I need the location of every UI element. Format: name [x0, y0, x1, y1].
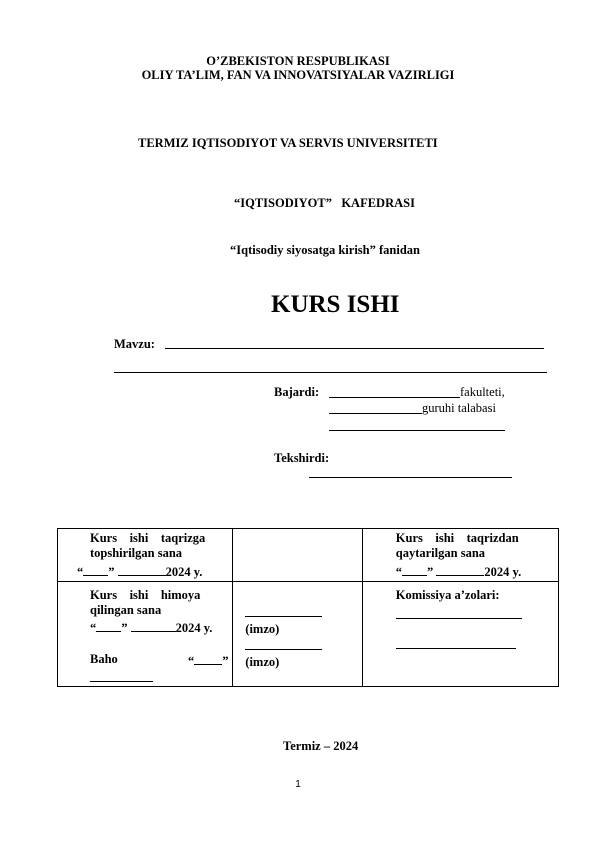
page-number: 1: [295, 779, 301, 790]
checker-label: Tekshirdi:: [274, 451, 330, 465]
returned-month-blank: [436, 563, 484, 576]
submitted-cell: [58, 529, 233, 582]
topic-label: Mavzu:: [114, 337, 155, 351]
defense-day-blank: [96, 619, 121, 632]
checker-line: [309, 477, 512, 478]
commission-cell: [362, 582, 558, 687]
performer-label: Bajardi:: [274, 385, 320, 399]
middle-top-cell: [233, 529, 362, 582]
signature-line-2: [245, 649, 322, 650]
signature-line-1: [245, 616, 322, 617]
defense-line-2: qilingan sana: [90, 603, 162, 617]
returned-date: “ ” 2024 y.: [395, 565, 522, 579]
submitted-day-blank: [83, 563, 108, 576]
student-name-line: [329, 430, 505, 431]
signature-label-2: (imzo): [245, 655, 280, 669]
grade-quotes: “ ”: [188, 654, 229, 668]
department-name: “IQTISODIYOT” KAFEDRASI: [234, 196, 415, 210]
returned-day-blank: [402, 563, 427, 576]
topic-line-2: [114, 372, 547, 373]
university-name: TERMIZ IQTISODIYOT VA SERVIS UNIVERSITETI: [138, 136, 438, 150]
returned-line-1: Kurs ishi taqrizdan: [395, 531, 519, 545]
submitted-month-blank: [118, 563, 166, 576]
group-suffix: guruhi talabasi: [422, 401, 496, 415]
commission-label: Komissiya a’zolari:: [395, 588, 500, 602]
grade-label: Baho: [90, 652, 118, 666]
subject-name: “Iqtisodiy siyosatga kirish” fanidan: [230, 243, 420, 257]
submitted-line-1: Kurs ishi taqrizga: [90, 531, 206, 545]
defense-month-blank: [131, 619, 176, 632]
topic-line-1: [165, 348, 544, 349]
returned-line-2: qaytarilgan sana: [395, 546, 486, 560]
submitted-line-2: topshirilgan sana: [90, 546, 183, 560]
defense-cell: [58, 582, 233, 687]
faculty-line: [329, 397, 460, 398]
commission-line-2: [396, 648, 516, 649]
signature-label-1: (imzo): [245, 622, 280, 636]
evaluation-table: [57, 528, 559, 687]
group-line: [329, 413, 422, 414]
grade-line: [90, 681, 153, 682]
returned-cell: [362, 529, 558, 582]
ministry-line-2: OLIY TA’LIM, FAN VA INNOVATSIYALAR VAZIRLIGI: [141, 68, 455, 82]
faculty-suffix: fakulteti,: [460, 385, 505, 399]
ministry-line-1: O’ZBEKISTON RESPUBLIKASI: [206, 54, 390, 68]
submitted-date: “ ” 2024 y.: [77, 565, 203, 579]
defense-date: “ ” 2024 y.: [90, 621, 213, 635]
document-title: KURS ISHI: [271, 291, 400, 318]
grade-blank: [194, 652, 222, 665]
defense-line-1: Kurs ishi himoya: [90, 588, 201, 602]
place-year: Termiz – 2024: [283, 739, 359, 753]
signature-cell: [233, 582, 362, 687]
commission-line-1: [396, 618, 522, 619]
